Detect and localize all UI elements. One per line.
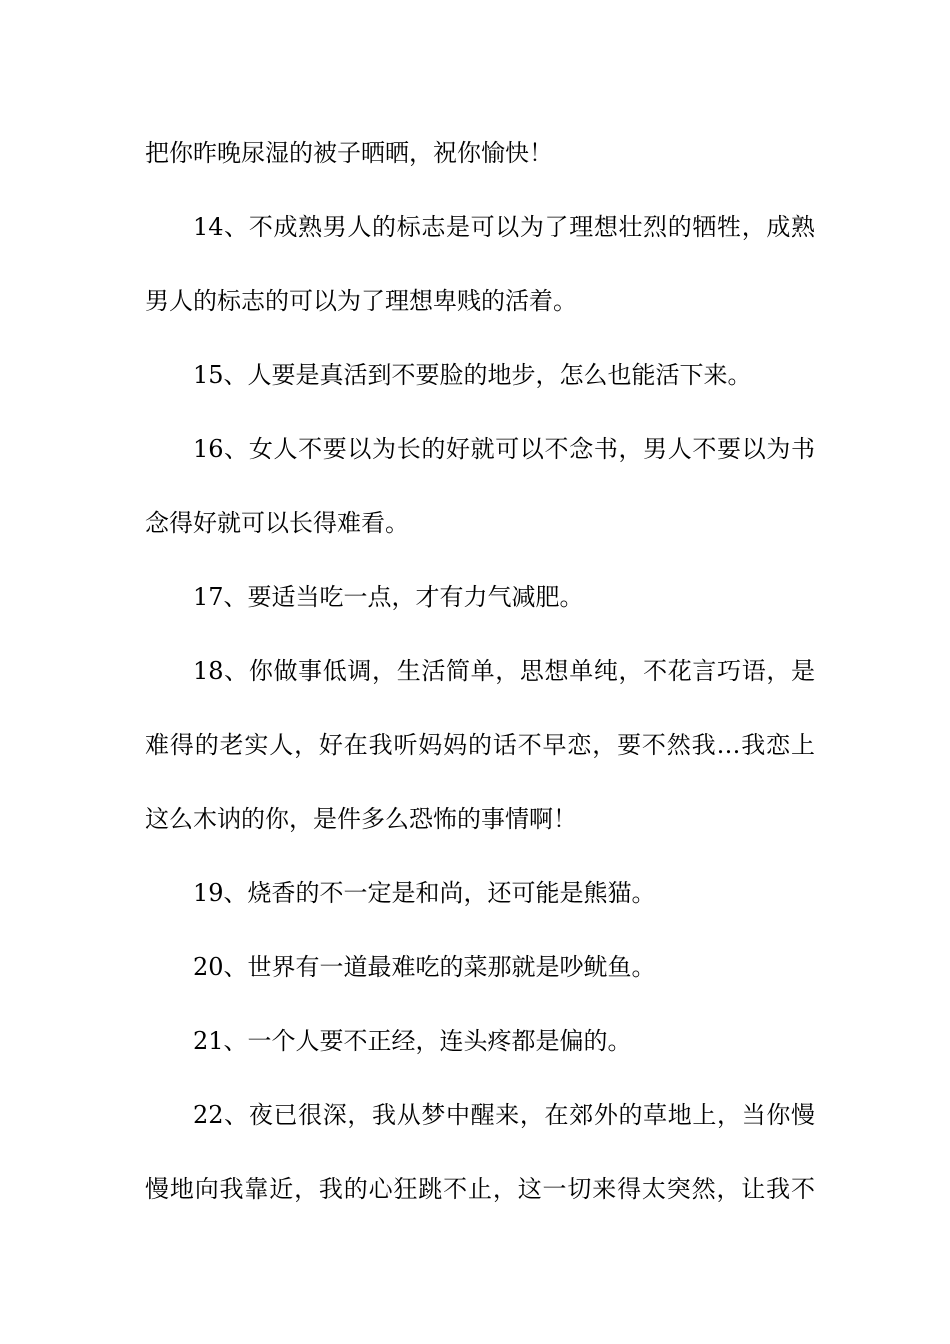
text-line-5: 16、女人不要以为长的好就可以不念书，男人不要以为书	[193, 435, 815, 463]
text-line-3: 男人的标志的可以为了理想卑贱的活着。	[145, 287, 577, 315]
text-line-9: 难得的老实人，好在我听妈妈的话不早恋，要不然我…我恋上	[145, 731, 815, 759]
text-line-2: 14、不成熟男人的标志是可以为了理想壮烈的牺牲，成熟	[193, 213, 815, 241]
text-line-4: 15、人要是真活到不要脸的地步，怎么也能活下来。	[193, 361, 752, 389]
text-line-15: 慢地向我靠近，我的心狂跳不止，这一切来得太突然，让我不	[145, 1175, 815, 1203]
text-line-7: 17、要适当吃一点，才有力气减肥。	[193, 583, 584, 611]
text-line-6: 念得好就可以长得难看。	[145, 509, 409, 537]
text-line-12: 20、世界有一道最难吃的菜那就是吵鱿鱼。	[193, 953, 656, 981]
text-line-10: 这么木讷的你，是件多么恐怖的事情啊！	[145, 805, 577, 833]
text-line-1: 把你昨晚尿湿的被子晒晒，祝你愉快！	[145, 139, 553, 167]
text-line-14: 22、夜已很深，我从梦中醒来，在郊外的草地上，当你慢	[193, 1101, 815, 1129]
text-line-8: 18、你做事低调，生活简单，思想单纯，不花言巧语，是	[193, 657, 815, 685]
text-line-11: 19、烧香的不一定是和尚，还可能是熊猫。	[193, 879, 656, 907]
text-line-13: 21、一个人要不正经，连头疼都是偏的。	[193, 1027, 632, 1055]
